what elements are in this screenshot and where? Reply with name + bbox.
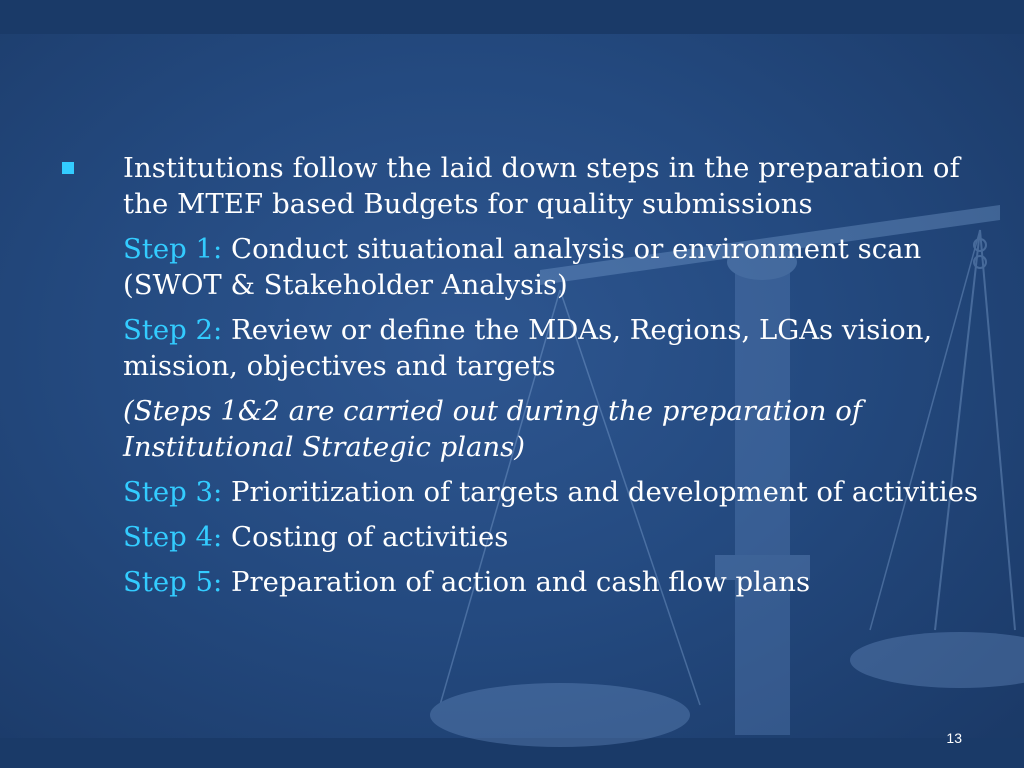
step-item <box>123 231 982 303</box>
step-label: Step 2: <box>123 314 223 346</box>
page-number: 13 <box>946 730 962 746</box>
step-text: Preparation of action and cash flow plans <box>231 566 811 598</box>
step-label: Step 1: <box>123 233 223 265</box>
step-text: Prioritization of targets and development of activities <box>231 476 979 508</box>
step-text: Conduct situational analysis or environment scan (SWOT & Stakeholder Analysis) <box>123 233 922 301</box>
italic-note: (Steps 1&2 are carried out during the preparation of Institutional Strategic plans) <box>123 395 862 463</box>
step-text: Review or define the MDAs, Regions, LGAs vision, mission, objectives and targets <box>123 314 933 382</box>
intro-text: Institutions follow the laid down steps in the preparation of the MTEF based Budgets for quality submissions <box>123 152 960 220</box>
square-bullet-icon <box>62 162 74 174</box>
step-text: Costing of activities <box>231 521 509 553</box>
step-label: Step 5: <box>123 566 223 598</box>
step-item <box>123 519 982 555</box>
step-label: Step 3: <box>123 476 223 508</box>
step-item <box>123 564 982 600</box>
step-label: Step 4: <box>123 521 223 553</box>
step-item <box>123 312 982 384</box>
slide-content <box>62 150 982 600</box>
step-item <box>123 474 982 510</box>
